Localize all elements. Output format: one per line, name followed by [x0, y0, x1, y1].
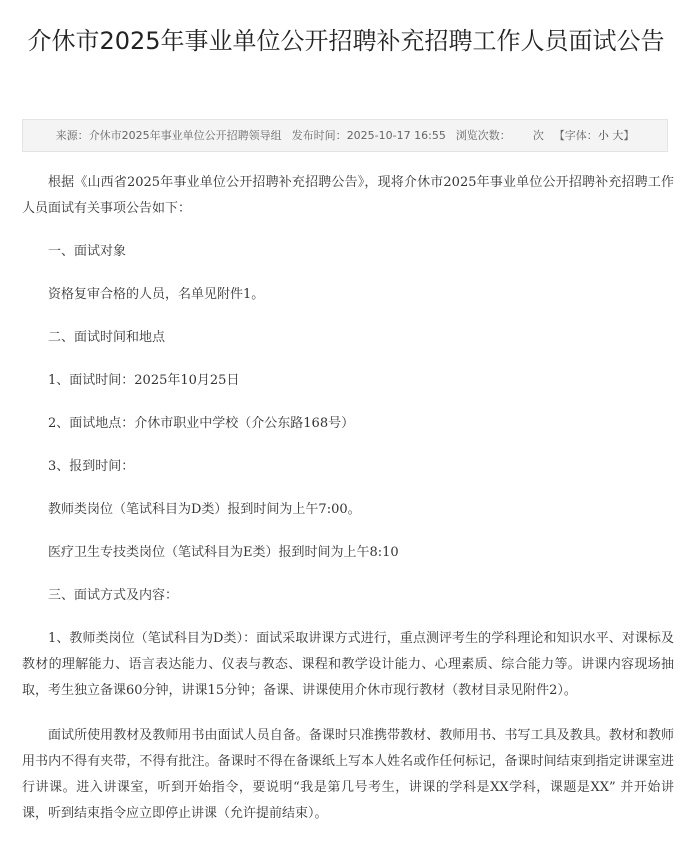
checkin-time-heading: 3、报到时间：	[48, 459, 135, 474]
teacher-checkin-paragraph: 教师类岗位（笔试科目为D类）报到时间为上午7:00。	[48, 502, 361, 517]
source-label: 来源：	[55, 129, 89, 142]
views-label: 浏览次数：	[455, 129, 511, 142]
materials-paragraph: 面试所使用教材及教师用书由面试人员自备。备课时只准携带教材、教师用书、书写工具及教具。教材和教师用书内不得有夹带，不得有批注。备课时不得在备课纸上写本人姓名或作任何标记，备课时间结束到指定讲课室进行讲课。进入讲课室，听到开始指令，要说明“我是第几号考生，讲课的学科是XX学科，课题是XX” 并开始讲课，听到结束指令应立即停止讲课（允许提前结束）。	[22, 728, 674, 821]
section-heading-interviewees: 一、面试对象	[48, 244, 127, 259]
font-size-open: 【字体：	[553, 129, 598, 142]
page-title: 介休市2025年事业单位公开招聘补充招聘工作人员面试公告	[27, 27, 665, 55]
source-value: 介休市2025年事业单位公开招聘领导组	[88, 129, 282, 142]
publish-time-label: 发布时间：	[291, 129, 347, 142]
interview-place-paragraph: 2、面试地点：介休市职业中学校（介公东路168号）	[48, 416, 355, 431]
teacher-method-paragraph: 1、教师类岗位（笔试科目为D类）：面试采取讲课方式进行，重点测评考生的学科理论和知识水平、对课标及教材的理解能力、语言表达能力、仪表与教态、课程和教学设计能力、心理素质、综合能力等。讲课内容现场抽取，考生独立备课60分钟，讲课15分钟；备课、讲课使用介休市现行教材（教材目录见附件2）。	[22, 631, 674, 698]
medical-checkin-paragraph: 医疗卫生专技类岗位（笔试科目为E类）报到时间为上午8:10	[48, 545, 399, 560]
section-heading-method: 三、面试方式及内容：	[48, 588, 179, 603]
article-meta-bar	[22, 119, 668, 152]
intro-paragraph: 根据《山西省2025年事业单位公开招聘补充招聘公告》，现将介休市2025年事业单位公开招聘补充招聘工作人员面试有关事项公告如下：	[22, 175, 674, 216]
views-unit: 次	[532, 129, 544, 142]
section-heading-time-place: 二、面试时间和地点	[48, 330, 166, 345]
interview-time-paragraph: 1、面试时间：2025年10月25日	[48, 373, 240, 388]
interviewees-paragraph: 资格复审合格的人员，名单见附件1。	[48, 287, 265, 302]
font-large-link[interactable]: 大	[612, 129, 624, 142]
font-small-link[interactable]: 小	[597, 129, 609, 142]
font-size-close: 】	[623, 129, 635, 142]
article-body	[22, 170, 674, 827]
publish-time-value: 2025-10-17 16:55	[346, 129, 446, 142]
